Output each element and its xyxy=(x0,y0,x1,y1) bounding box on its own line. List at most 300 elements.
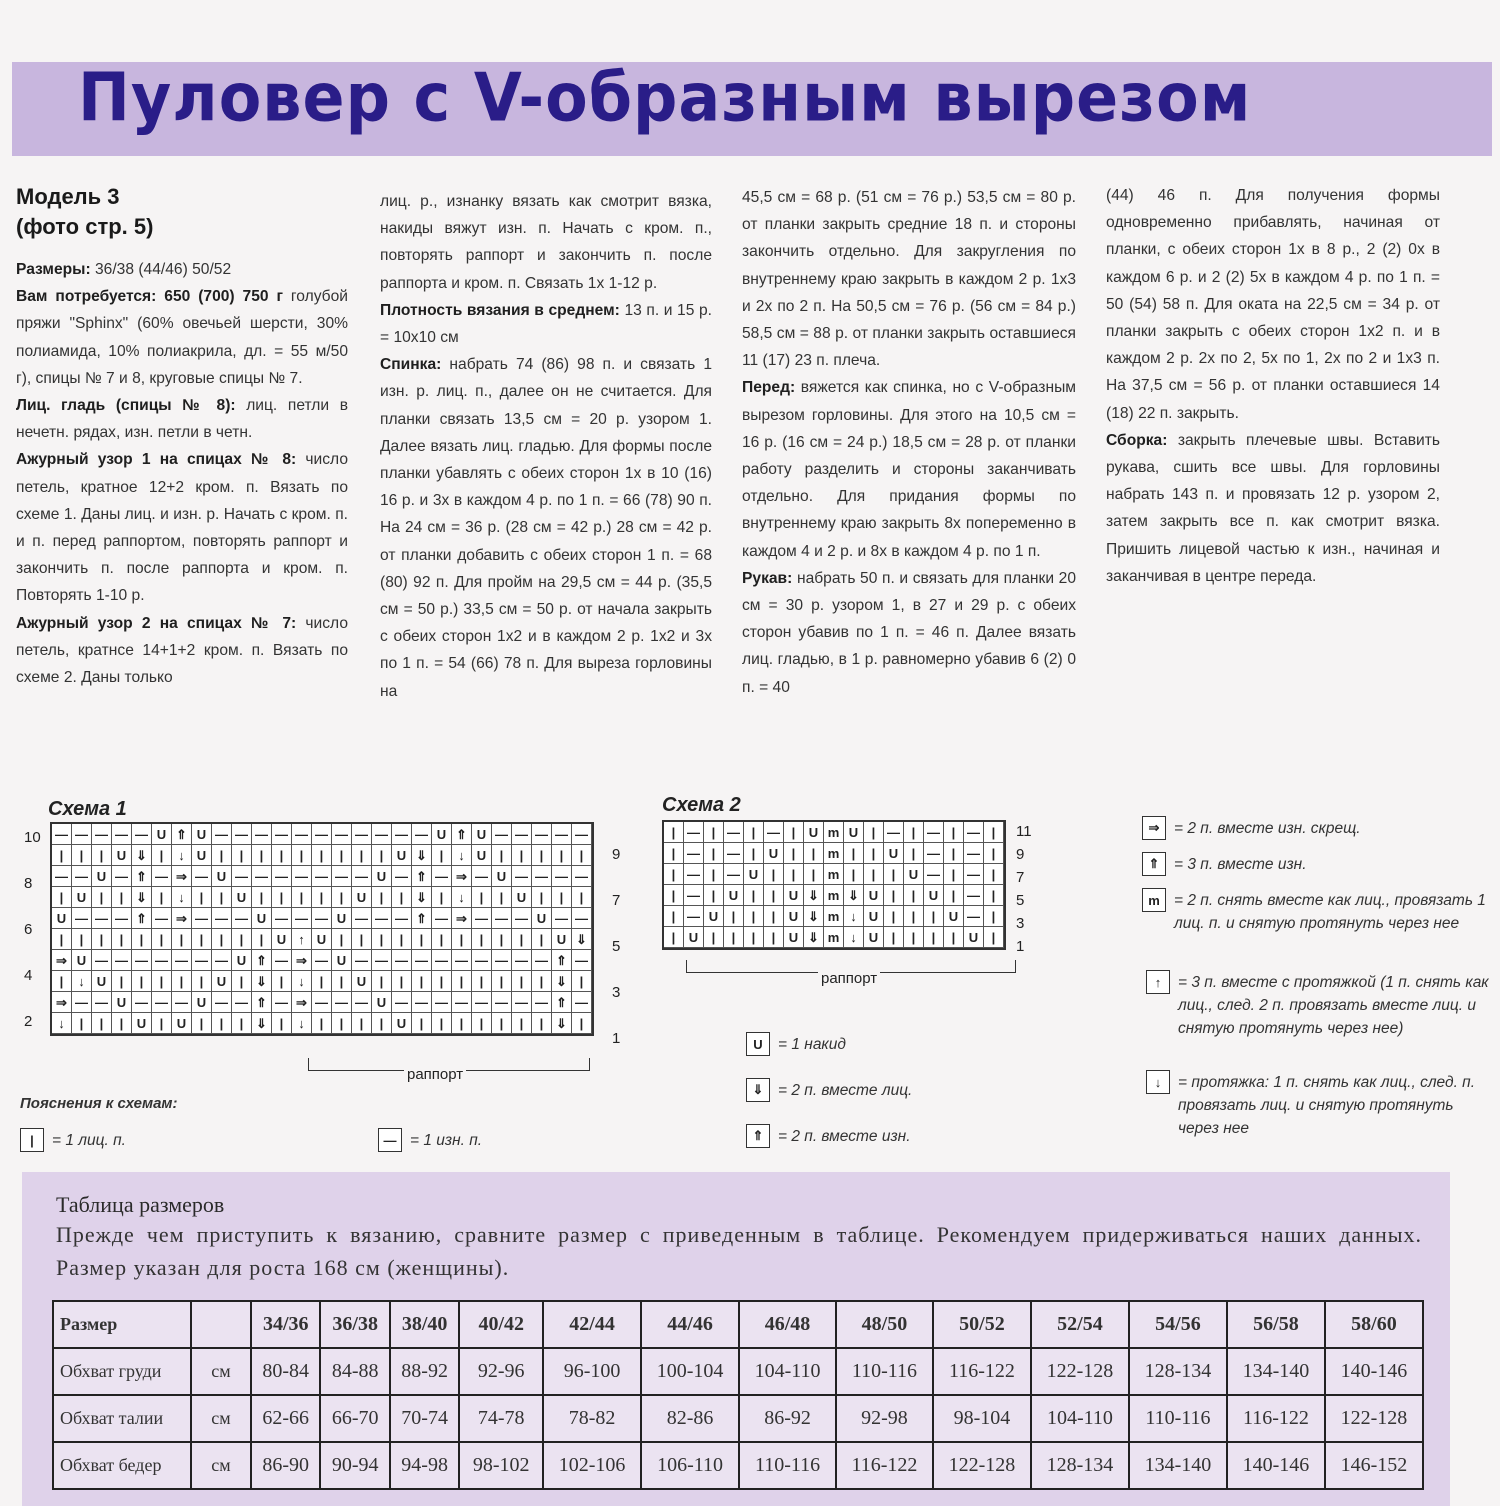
chart-cell: | xyxy=(784,864,804,885)
chart-cell: | xyxy=(984,822,1004,843)
chart-cell: — xyxy=(472,908,492,929)
chart-cell: — xyxy=(472,950,492,971)
chart-cell: — xyxy=(132,824,152,845)
chart-cell: | xyxy=(572,845,592,866)
chart-cell: | xyxy=(312,1013,332,1034)
chart-cell: | xyxy=(432,845,452,866)
table-cell: 50/52 xyxy=(933,1301,1031,1348)
chart-cell: | xyxy=(904,885,924,906)
table-cell: 34/36 xyxy=(251,1301,320,1348)
chart-cell: — xyxy=(72,992,92,1013)
paragraph-text: лиц. р., изнанку вязать как смотрит вязка, накиды вяжут изн. п. Начать с кром. п., повторять раппорт и закончить п. после раппорта и кром. п. Связать 1х 1-12 р. xyxy=(380,193,712,292)
table-cell: 52/54 xyxy=(1031,1301,1129,1348)
chart-cell: | xyxy=(412,1013,432,1034)
chart-cell: | xyxy=(112,971,132,992)
chart-cell: — xyxy=(112,866,132,887)
chart-cell: | xyxy=(52,887,72,908)
chart-cell: | xyxy=(512,1013,532,1034)
purl-stitch-icon: — xyxy=(378,1128,402,1152)
chart-cell: — xyxy=(252,866,272,887)
chart-cell: U xyxy=(192,992,212,1013)
row-number: 7 xyxy=(1016,869,1025,886)
paragraph xyxy=(16,392,348,446)
chart-cell: | xyxy=(884,906,904,927)
chart-cell: U xyxy=(232,950,252,971)
chart-cell: | xyxy=(332,971,352,992)
paragraph-text: (44) 46 п. Для получения формы одновременно прибавлять, начиная от планки, с обеих сторон 1х в 8 р., 2 (2) 0х в каждом 6 р. и 2 (2) 5х в каждом 4 р. по 1 п. = 50 (54) 58 п. Для оката на 22,5 см = 34 р. от планки закрыть с обеих сторон 1х2 п. и в каждом 2 р. 2х по 2, 5х по 1, 2х по 2 и 1х3 п. На 37,5 см = 56 р. от планки оставшиеся 14 (18) 22 п. закрыть. xyxy=(1106,187,1440,422)
chart-cell: U xyxy=(472,845,492,866)
chart-cell: — xyxy=(512,866,532,887)
chart-cell: — xyxy=(924,843,944,864)
chart-cell: | xyxy=(552,887,572,908)
chart-cell: | xyxy=(172,971,192,992)
chart-cell: — xyxy=(352,908,372,929)
chart-cell: — xyxy=(492,992,512,1013)
chart-cell: — xyxy=(212,824,232,845)
chart-cell: — xyxy=(312,824,332,845)
chart-cell: — xyxy=(572,908,592,929)
chart-cell: — xyxy=(684,906,704,927)
chart-cell: U xyxy=(924,885,944,906)
table-header-row xyxy=(53,1301,1423,1348)
chart-cell: ⇓ xyxy=(552,1013,572,1034)
table-cell: 44/46 xyxy=(641,1301,739,1348)
chart-cell: | xyxy=(472,887,492,908)
chart-cell: ⇑ xyxy=(552,992,572,1013)
chart-cell: | xyxy=(72,929,92,950)
chart-cell: | xyxy=(52,845,72,866)
chart-cell: — xyxy=(572,992,592,1013)
chart-cell: ↓ xyxy=(452,845,472,866)
chart-cell: | xyxy=(232,971,252,992)
chart-cell: — xyxy=(252,824,272,845)
scheme-1-rapport-label: раппорт xyxy=(404,1066,466,1083)
chart-cell: ↓ xyxy=(292,1013,312,1034)
chart-cell: ⇓ xyxy=(252,1013,272,1034)
table-cell: 104-110 xyxy=(1031,1395,1129,1442)
chart-cell: | xyxy=(904,843,924,864)
chart-cell: ⇓ xyxy=(412,887,432,908)
chart-cell: — xyxy=(132,950,152,971)
chart-cell: — xyxy=(512,824,532,845)
legend-text: = 2 п. вместе изн. скрещ. xyxy=(1174,820,1361,837)
chart-cell: — xyxy=(272,992,292,1013)
chart-cell: U xyxy=(212,866,232,887)
k2tog-icon: ⇓ xyxy=(746,1078,770,1102)
chart-cell: — xyxy=(292,866,312,887)
table-cell: 48/50 xyxy=(836,1301,933,1348)
chart-cell: — xyxy=(172,950,192,971)
chart-cell: — xyxy=(92,908,112,929)
chart-cell: — xyxy=(432,950,452,971)
row-number: 2 xyxy=(24,1013,33,1030)
table-cell: 82-86 xyxy=(641,1395,739,1442)
table-cell: 98-102 xyxy=(459,1442,543,1489)
chart-cell: — xyxy=(452,950,472,971)
table-row xyxy=(53,1348,1423,1395)
chart-cell: ⇑ xyxy=(132,908,152,929)
text-column-1 xyxy=(16,182,348,691)
chart-cell: | xyxy=(272,845,292,866)
table-cell: 86-92 xyxy=(739,1395,836,1442)
chart-cell: | xyxy=(512,929,532,950)
ssk-icon: m xyxy=(1142,888,1166,912)
chart-cell: | xyxy=(884,927,904,948)
chart-cell: | xyxy=(212,887,232,908)
chart-cell: ⇑ xyxy=(132,866,152,887)
chart-cell: — xyxy=(92,992,112,1013)
chart-cell: U xyxy=(252,908,272,929)
chart-cell: — xyxy=(272,824,292,845)
chart-cell: ⇑ xyxy=(552,950,572,971)
chart-cell: ⇑ xyxy=(452,824,472,845)
table-cell: 92-98 xyxy=(836,1395,933,1442)
chart-cell: m xyxy=(824,906,844,927)
chart-cell: | xyxy=(92,845,112,866)
chart-cell: | xyxy=(944,822,964,843)
chart-cell: U xyxy=(152,824,172,845)
chart-cell: | xyxy=(472,1013,492,1034)
chart-cell: | xyxy=(452,1013,472,1034)
chart-cell: — xyxy=(572,824,592,845)
chart-cell: | xyxy=(664,906,684,927)
chart-cell: — xyxy=(292,824,312,845)
table-cell: 56/58 xyxy=(1227,1301,1325,1348)
chart-cell: — xyxy=(724,843,744,864)
chart-cell: | xyxy=(212,845,232,866)
chart-cell: m xyxy=(824,822,844,843)
chart-cell: U xyxy=(352,971,372,992)
chart-cell: — xyxy=(492,908,512,929)
chart-cell: ⇓ xyxy=(252,971,272,992)
table-cell: 116-122 xyxy=(1227,1395,1325,1442)
chart-cell: | xyxy=(512,845,532,866)
chart-cell: — xyxy=(292,908,312,929)
chart-cell: | xyxy=(492,971,512,992)
paragraph xyxy=(16,446,348,609)
chart-cell: | xyxy=(664,843,684,864)
table-cell: 134-140 xyxy=(1227,1348,1325,1395)
chart-cell: | xyxy=(844,843,864,864)
chart-cell: U xyxy=(192,845,212,866)
p3tog-icon: ⇑ xyxy=(1142,852,1166,876)
chart-cell: — xyxy=(512,992,532,1013)
row-number: 4 xyxy=(24,967,33,984)
chart-cell: — xyxy=(232,992,252,1013)
chart-cell: U xyxy=(352,887,372,908)
table-cell: 58/60 xyxy=(1325,1301,1423,1348)
table-cell: 78-82 xyxy=(543,1395,641,1442)
chart-cell: ⇓ xyxy=(132,887,152,908)
table-cell: 38/40 xyxy=(390,1301,459,1348)
chart-cell: — xyxy=(152,992,172,1013)
chart-cell: | xyxy=(944,885,964,906)
chart-cell: | xyxy=(864,864,884,885)
chart-cell: | xyxy=(132,929,152,950)
paragraph xyxy=(16,610,348,692)
table-cell: 110-116 xyxy=(836,1348,933,1395)
chart-cell: — xyxy=(492,824,512,845)
chart-cell: — xyxy=(552,824,572,845)
text-column-2 xyxy=(380,188,712,705)
chart-cell: — xyxy=(964,864,984,885)
chart-cell: — xyxy=(372,950,392,971)
chart-cell: U xyxy=(372,992,392,1013)
chart-cell: ⇓ xyxy=(132,845,152,866)
chart-cell: ⇓ xyxy=(572,929,592,950)
paragraph-text: закрыть плечевые швы. Вставить рукава, сшить все швы. Для горловины набрать 143 п. и провязать 12 р. узором 2, затем закрыть все п. как смотрит вязка. Пришить лицевой частью к изн., начиная и заканчивая в центре переда. xyxy=(1106,431,1440,585)
chart-cell: ⇑ xyxy=(172,824,192,845)
chart-cell: — xyxy=(392,866,412,887)
chart-cell: U xyxy=(472,824,492,845)
table-cell: 134-140 xyxy=(1129,1442,1227,1489)
chart-cell: | xyxy=(72,1013,92,1034)
chart-cell: — xyxy=(332,866,352,887)
chart-cell: — xyxy=(72,866,92,887)
chart-cell: | xyxy=(432,1013,452,1034)
chart-cell: ⇑ xyxy=(412,908,432,929)
legend-text: = 1 лиц. п. xyxy=(52,1132,126,1149)
chart-cell: | xyxy=(864,843,884,864)
row-number: 3 xyxy=(1016,915,1025,932)
chart-cell: | xyxy=(472,971,492,992)
chart-cell: ⇓ xyxy=(552,971,572,992)
chart-cell: U xyxy=(112,845,132,866)
size-table-title: Таблица размеров xyxy=(56,1192,225,1217)
chart-cell: | xyxy=(92,1013,112,1034)
chart-cell: | xyxy=(764,864,784,885)
chart-cell: — xyxy=(92,824,112,845)
chart-cell: | xyxy=(924,906,944,927)
chart-cell: | xyxy=(352,845,372,866)
paragraph-text: набрать 74 (86) 98 п. и связать 1 изн. р. лиц. п., далее он не считается. Для планки связать 13,5 см = 20 р. узором 1. Далее вязать лиц. гладью. Для формы после планки убавлять с обеих сторон 1х в 10 (16) 16 р. и 3х в каждом 4 р. по 1 п. = 66 (78) 90 п. На 24 см = 36 р. (28 см = 42 р.) 28 см = 42 р. от планки добавить с обеих сторон 1 п. = 68 (80) 92 п. Для пройм на 29,5 см = 44 р. (35,5 см = 50 р.) 33,5 см = 50 р. от начала закрыть с обеих сторон 1х2 и в каждом 2 р. 1х2 и 3х по 1 п. = 54 (66) 78 п. Для выреза горловины на xyxy=(380,356,712,700)
chart-cell: | xyxy=(112,1013,132,1034)
chart-cell: U xyxy=(432,824,452,845)
paragraph-text: набрать 50 п. и связать для планки 20 см = 30 р. узором 1, в 27 и 29 р. с обеих сторон убавив по 1 п. = 46 п. Далее вязать лиц. гладью, в 1 р. равномерно убавив 6 (2) 0 п. = 40 xyxy=(742,569,1076,696)
chart-cell: — xyxy=(392,950,412,971)
legend-text: = 3 п. вместе изн. xyxy=(1174,856,1307,873)
knit-stitch-icon: | xyxy=(20,1128,44,1152)
chart-cell: U xyxy=(172,1013,192,1034)
chart-cell: | xyxy=(372,1013,392,1034)
paragraph-lead: Рукав: xyxy=(742,569,793,587)
chart-cell: U xyxy=(192,824,212,845)
chart-cell: | xyxy=(252,845,272,866)
chart-cell: m xyxy=(824,885,844,906)
table-cell xyxy=(191,1301,251,1348)
chart-cell: | xyxy=(52,929,72,950)
chart-cell: ⇓ xyxy=(412,845,432,866)
chart-cell: — xyxy=(272,950,292,971)
chart-cell: — xyxy=(192,866,212,887)
chart-cell: | xyxy=(944,843,964,864)
chart-cell: — xyxy=(412,992,432,1013)
chart-cell: U xyxy=(784,927,804,948)
chart-cell: | xyxy=(172,929,192,950)
chart-cell: | xyxy=(392,887,412,908)
chart-cell: | xyxy=(372,971,392,992)
paragraph xyxy=(16,283,348,392)
model-number: Модель 3 xyxy=(16,184,120,209)
chart-cell: | xyxy=(352,929,372,950)
chart-cell: — xyxy=(232,866,252,887)
scheme-2-chart xyxy=(662,820,1006,950)
chart-cell: ⇒ xyxy=(172,908,192,929)
paragraph xyxy=(1106,182,1440,427)
chart-cell: — xyxy=(432,908,452,929)
chart-cell: — xyxy=(552,908,572,929)
chart-cell: | xyxy=(292,887,312,908)
chart-cell: U xyxy=(552,929,572,950)
chart-cell: ⇒ xyxy=(292,992,312,1013)
paragraph-lead: Лиц. гладь (спицы № 8): xyxy=(16,397,236,415)
chart-cell: — xyxy=(192,908,212,929)
table-cell: Размер xyxy=(53,1301,191,1348)
table-cell: 122-128 xyxy=(1325,1395,1423,1442)
model-heading xyxy=(16,182,348,242)
chart-cell: — xyxy=(332,992,352,1013)
chart-cell: | xyxy=(984,906,1004,927)
chart-cell: — xyxy=(212,908,232,929)
paragraph-text: вяжется как спинка, но с V-образным вырезом горловины. Для этого на 10,5 см = 16 р. (16 см = 24 р.) 18,5 см = 28 р. от планки работу разделить и стороны заканчивать отдельно. Для придания формы по внутреннему краю закрыть 8х попеременно в каждом 4 и 2 р. и 8х в каждом 4 р. по 1 п. xyxy=(742,379,1076,560)
chart-cell: — xyxy=(372,908,392,929)
page-title: Пуловер с V-образным вырезом xyxy=(78,58,1252,137)
row-number: 10 xyxy=(24,829,41,846)
chart-cell: U xyxy=(72,887,92,908)
chart-cell: | xyxy=(744,843,764,864)
table-cell: 122-128 xyxy=(1031,1348,1129,1395)
table-cell: 88-92 xyxy=(390,1348,459,1395)
scheme-1-title: Схема 1 xyxy=(48,798,127,820)
chart-cell: U xyxy=(272,929,292,950)
legend-text: = 2 п. вместе лиц. xyxy=(778,1082,913,1099)
chart-cell: | xyxy=(744,822,764,843)
table-cell: 128-134 xyxy=(1031,1442,1129,1489)
chart-cell: | xyxy=(272,971,292,992)
paragraph xyxy=(380,188,712,297)
paragraph-lead: Ажурный узор 2 на спицах № 7: xyxy=(16,614,297,632)
row-number: 7 xyxy=(612,892,621,909)
chart-cell: — xyxy=(724,822,744,843)
chart-cell: | xyxy=(352,1013,372,1034)
table-cell: 98-104 xyxy=(933,1395,1031,1442)
chart-cell: | xyxy=(572,971,592,992)
chart-cell: — xyxy=(492,950,512,971)
table-cell: 128-134 xyxy=(1129,1348,1227,1395)
chart-cell: ↓ xyxy=(172,887,192,908)
chart-cell: | xyxy=(984,864,1004,885)
chart-cell: | xyxy=(232,1013,252,1034)
p2tog-crossed-icon: ⇒ xyxy=(1142,816,1166,840)
table-cell: 122-128 xyxy=(933,1442,1031,1489)
chart-cell: U xyxy=(372,866,392,887)
row-number: 9 xyxy=(1016,846,1025,863)
chart-cell: | xyxy=(92,929,112,950)
table-row xyxy=(53,1395,1423,1442)
paragraph xyxy=(380,297,712,351)
paragraph-text: 45,5 см = 68 р. (51 см = 76 р.) 53,5 см = 80 р. от планки закрыть средние 18 п. и стороны закончить отдельно. Для закругления по внутреннему краю закрыть в каждом 2 р. 1х3 и 2х по 2 п. На 50,5 см = 76 р. (56 см = 84 р.) 58,5 см = 88 р. от планки закрыть оставшиеся 11 (17) 23 п. плеча. xyxy=(742,189,1076,370)
chart-cell: — xyxy=(432,866,452,887)
chart-cell: — xyxy=(132,992,152,1013)
paragraph xyxy=(380,351,712,705)
row-number: 6 xyxy=(24,921,33,938)
chart-cell: U xyxy=(744,864,764,885)
chart-cell: — xyxy=(52,824,72,845)
chart-cell: | xyxy=(192,929,212,950)
chart-cell: | xyxy=(532,929,552,950)
chart-cell: | xyxy=(152,929,172,950)
chart-cell: | xyxy=(904,906,924,927)
chart-cell: | xyxy=(904,927,924,948)
chart-cell: | xyxy=(312,971,332,992)
p2tog-icon: ⇑ xyxy=(746,1124,770,1148)
chart-cell: | xyxy=(744,885,764,906)
paragraph-text: лиц. петли в нечетн. рядах, изн. петли в четн. xyxy=(16,397,348,442)
chart-cell: U xyxy=(804,822,824,843)
chart-cell: — xyxy=(964,822,984,843)
chart-cell: — xyxy=(72,908,92,929)
chart-cell: U xyxy=(492,866,512,887)
chart-cell: — xyxy=(372,824,392,845)
row-number: 1 xyxy=(612,1030,621,1047)
chart-cell: | xyxy=(152,845,172,866)
chart-cell: | xyxy=(664,885,684,906)
chart-cell: | xyxy=(924,927,944,948)
chart-cell: — xyxy=(112,824,132,845)
chart-cell: ↓ xyxy=(844,906,864,927)
row-number: 8 xyxy=(24,875,33,892)
chart-cell: | xyxy=(232,845,252,866)
chart-cell: — xyxy=(532,992,552,1013)
chart-cell: | xyxy=(412,971,432,992)
chart-cell: | xyxy=(192,887,212,908)
chart-cell: ⇒ xyxy=(172,866,192,887)
chart-cell: | xyxy=(704,843,724,864)
chart-cell: | xyxy=(312,845,332,866)
paragraph-text: голубой пряжи "Sphinx" (60% овечьей шерсти, 30% полиамида, 10% полиакрила, дл. = 55 м/50 г), спицы № 7 и 8, круговые спицы № 7. xyxy=(16,288,348,387)
skp-icon: ↓ xyxy=(1146,1070,1170,1094)
table-cell: 46/48 xyxy=(739,1301,836,1348)
chart-cell: — xyxy=(232,824,252,845)
chart-cell: ⇓ xyxy=(804,927,824,948)
table-cell: 106-110 xyxy=(641,1442,739,1489)
paragraph-lead: Перед: xyxy=(742,379,796,397)
table-cell: 86-90 xyxy=(251,1442,320,1489)
chart-cell: — xyxy=(212,992,232,1013)
paragraph xyxy=(742,565,1076,701)
chart-cell: | xyxy=(784,822,804,843)
table-cell: 100-104 xyxy=(641,1348,739,1395)
chart-cell: — xyxy=(532,824,552,845)
legend-text: = 2 п. вместе изн. xyxy=(778,1128,911,1145)
chart-cell: U xyxy=(52,908,72,929)
chart-cell: — xyxy=(924,864,944,885)
chart-cell: — xyxy=(432,992,452,1013)
chart-cell: | xyxy=(492,845,512,866)
scheme-2-title: Схема 2 xyxy=(662,794,741,816)
chart-cell: — xyxy=(92,950,112,971)
chart-cell: — xyxy=(312,950,332,971)
chart-cell: — xyxy=(332,824,352,845)
table-cell: 146-152 xyxy=(1325,1442,1423,1489)
chart-cell: | xyxy=(492,887,512,908)
chart-cell: | xyxy=(432,887,452,908)
chart-cell: | xyxy=(252,929,272,950)
chart-cell: — xyxy=(392,824,412,845)
chart-cell: U xyxy=(512,887,532,908)
chart-cell: — xyxy=(272,866,292,887)
table-cell: 104-110 xyxy=(739,1348,836,1395)
